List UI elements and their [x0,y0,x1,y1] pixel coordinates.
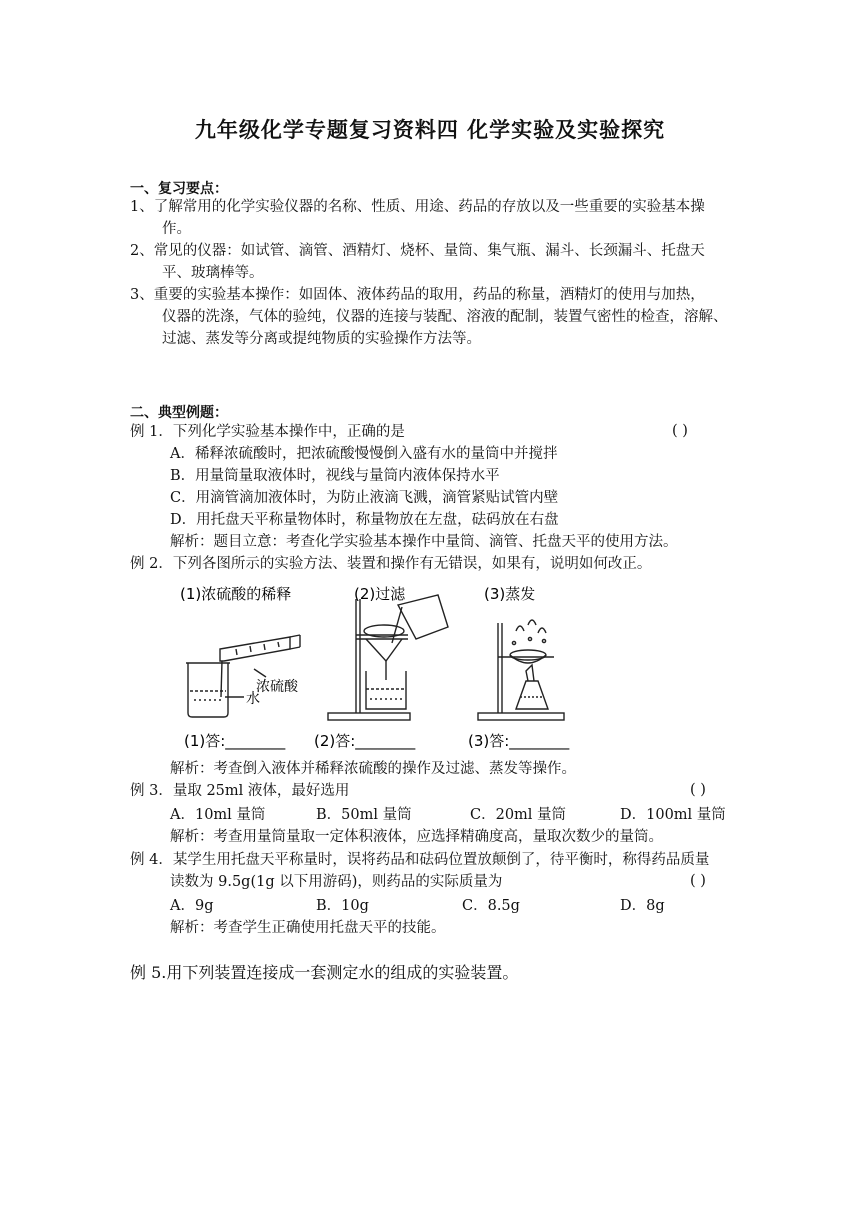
point-3-line3: 过滤、蒸发等分离或提纯物质的实验操作方法等。 [162,331,481,347]
point-3-line1: 3、重要的实验基本操作：如固体、液体药品的取用，药品的称量，酒精灯的使用与加热， [130,287,705,303]
ex3-option-c: C．20ml 量筒 [470,807,567,823]
ex1-stem: 例 1．下列化学实验基本操作中，正确的是 [130,424,405,440]
fig2-label: (2)过滤 [354,585,406,603]
ex4-stem-line2: 读数为 9.5g(1g 以下用游码)，则药品的实际质量为 [170,874,503,890]
fig1-answer[interactable]: (1)答:________ [184,732,286,750]
fig1-label: (1)浓硫酸的稀释 [180,585,292,603]
point-3-line2: 仪器的洗涤，气体的验纯，仪器的连接与装配、溶液的配制，装置气密性的检查，溶解、 [162,309,728,325]
ex3-option-b: B．50ml 量筒 [316,807,412,823]
ex1-option-c: C．用滴管滴加液体时，为防止液滴飞溅，滴管紧贴试管内壁 [170,490,559,506]
filtration-apparatus [328,595,448,720]
section2-heading: 二、典型例题： [130,405,228,421]
ex3-answer-paren: ( ) [690,782,706,798]
fig3-label: (3)蒸发 [484,585,536,603]
fig1-label-water: 水 [246,691,260,707]
dilution-apparatus [186,635,300,717]
ex2-figure [180,585,600,750]
point-2-line2: 平、玻璃棒等。 [162,265,264,281]
ex3-option-a: A．10ml 量筒 [170,807,266,823]
ex1-answer-paren: ( ) [672,423,688,439]
ex4-option-b: B．10g [316,898,369,914]
ex1-option-d: D．用托盘天平称量物体时，称量物放在左盘，砝码放在右盘 [170,512,559,528]
section1-heading: 一、复习要点： [130,181,228,197]
ex4-analysis: 解析：考查学生正确使用托盘天平的技能。 [170,920,446,936]
ex2-stem: 例 2．下列各图所示的实验方法、装置和操作有无错误，如果有，说明如何改正。 [130,556,652,572]
ex4-option-d: D．8g [620,898,665,914]
fig1-label-acid: 浓硫酸 [256,679,298,695]
ex4-stem-line1: 例 4．某学生用托盘天平称量时，误将药品和砝码位置放颠倒了，待平衡时，称得药品质量 [130,852,710,868]
point-2-line1: 2、常见的仪器：如试管、滴管、酒精灯、烧杯、量筒、集气瓶、漏斗、长颈漏斗、托盘天 [130,243,705,259]
fig3-answer[interactable]: (3)答:________ [468,732,570,750]
ex4-option-a: A．9g [170,898,214,914]
ex3-stem: 例 3．量取 25ml 液体，最好选用 [130,783,350,799]
point-1-line2: 作。 [162,221,191,237]
ex4-option-c: C．8.5g [462,898,520,914]
point-1-line1: 1、了解常用的化学实验仪器的名称、性质、用途、药品的存放以及一些重要的实验基本操 [130,199,705,215]
ex2-analysis: 解析：考查倒入液体并稀释浓硫酸的操作及过滤、蒸发等操作。 [170,761,576,777]
ex5-stem: 例 5.用下列装置连接成一套测定水的组成的实验装置。 [130,963,519,982]
ex1-option-b: B．用量筒量取液体时，视线与量筒内液体保持水平 [170,468,500,484]
ex3-option-d: D．100ml 量筒 [620,807,726,823]
ex1-option-a: A．稀释浓硫酸时，把浓硫酸慢慢倒入盛有水的量筒中并搅拌 [170,446,558,462]
ex4-answer-paren: ( ) [690,873,706,889]
fig2-answer[interactable]: (2)答:________ [314,732,416,750]
ex1-analysis: 解析：题目立意：考查化学实验基本操作中量筒、滴管、托盘天平的使用方法。 [170,534,678,550]
ex3-analysis: 解析：考查用量筒量取一定体积液体，应选择精确度高，量取次数少的量筒。 [170,829,663,845]
evaporation-apparatus [478,620,564,720]
page-title: 九年级化学专题复习资料四 化学实验及实验探究 [194,117,666,142]
